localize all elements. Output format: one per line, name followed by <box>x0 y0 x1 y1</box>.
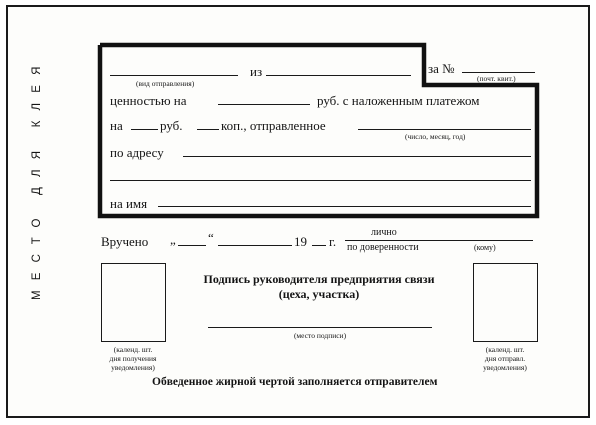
signature-field[interactable] <box>208 327 432 328</box>
shipment-kind-caption: (вид отправления) <box>136 79 195 88</box>
rub-label: руб. <box>160 118 183 133</box>
declared-value-field[interactable] <box>218 104 310 105</box>
kop-sent-label: коп., отправленное <box>221 118 326 133</box>
delivered-year-field[interactable] <box>312 245 326 246</box>
year-suffix: г. <box>329 234 337 249</box>
right-stamp-caption: (календ. шт. дня отправл. уведомления) <box>483 345 527 372</box>
cod-rub-field[interactable] <box>131 129 158 130</box>
by-proxy-label: по доверенности <box>347 242 419 253</box>
declared-value-label: ценностью на <box>110 93 187 108</box>
delivered-day-field[interactable] <box>178 245 206 246</box>
signature-caption: (место подписи) <box>293 331 347 340</box>
receipt-number-label: за № <box>428 61 455 76</box>
year-prefix: 19 <box>294 234 307 249</box>
personally-label: лично <box>371 227 397 238</box>
delivered-month-field[interactable] <box>218 245 292 246</box>
sent-date-field[interactable] <box>358 129 531 130</box>
open-quote: „ <box>170 232 176 247</box>
receipt-date-stamp-box <box>101 263 166 342</box>
from-field[interactable] <box>266 75 411 76</box>
to-whom-caption: (кому) <box>474 243 496 252</box>
from-label: из <box>250 64 263 79</box>
delivered-label: Вручено <box>101 234 149 249</box>
address-field[interactable] <box>183 156 531 157</box>
close-quote: “ <box>208 230 214 245</box>
glue-area-label: МЕСТО ДЛЯ КЛЕЯ <box>31 56 43 300</box>
signature-title: Подпись руководителя предприятия связи <box>203 272 435 286</box>
footer-note: Обведенное жирной чертой заполняется отправителем <box>152 376 438 388</box>
address-field-2[interactable] <box>110 180 531 181</box>
cod-label: руб. с наложенным платежом <box>317 93 480 108</box>
recipient-name-field[interactable] <box>158 206 531 207</box>
signature-subtitle: (цеха, участка) <box>278 287 360 301</box>
receipt-caption: (почт. квит.) <box>477 74 516 83</box>
delivered-to-field[interactable] <box>345 240 533 241</box>
recipient-name-label: на имя <box>110 196 148 211</box>
cod-kop-field[interactable] <box>197 129 219 130</box>
date-caption: (число, месяц, год) <box>405 132 466 141</box>
address-label: по адресу <box>110 145 164 160</box>
left-stamp-caption: (календ. шт. дня получения уведомления) <box>109 345 157 372</box>
na-label: на <box>110 118 123 133</box>
receipt-number-field[interactable] <box>462 72 535 73</box>
shipment-kind-field[interactable] <box>110 75 238 76</box>
send-date-stamp-box <box>473 263 538 342</box>
